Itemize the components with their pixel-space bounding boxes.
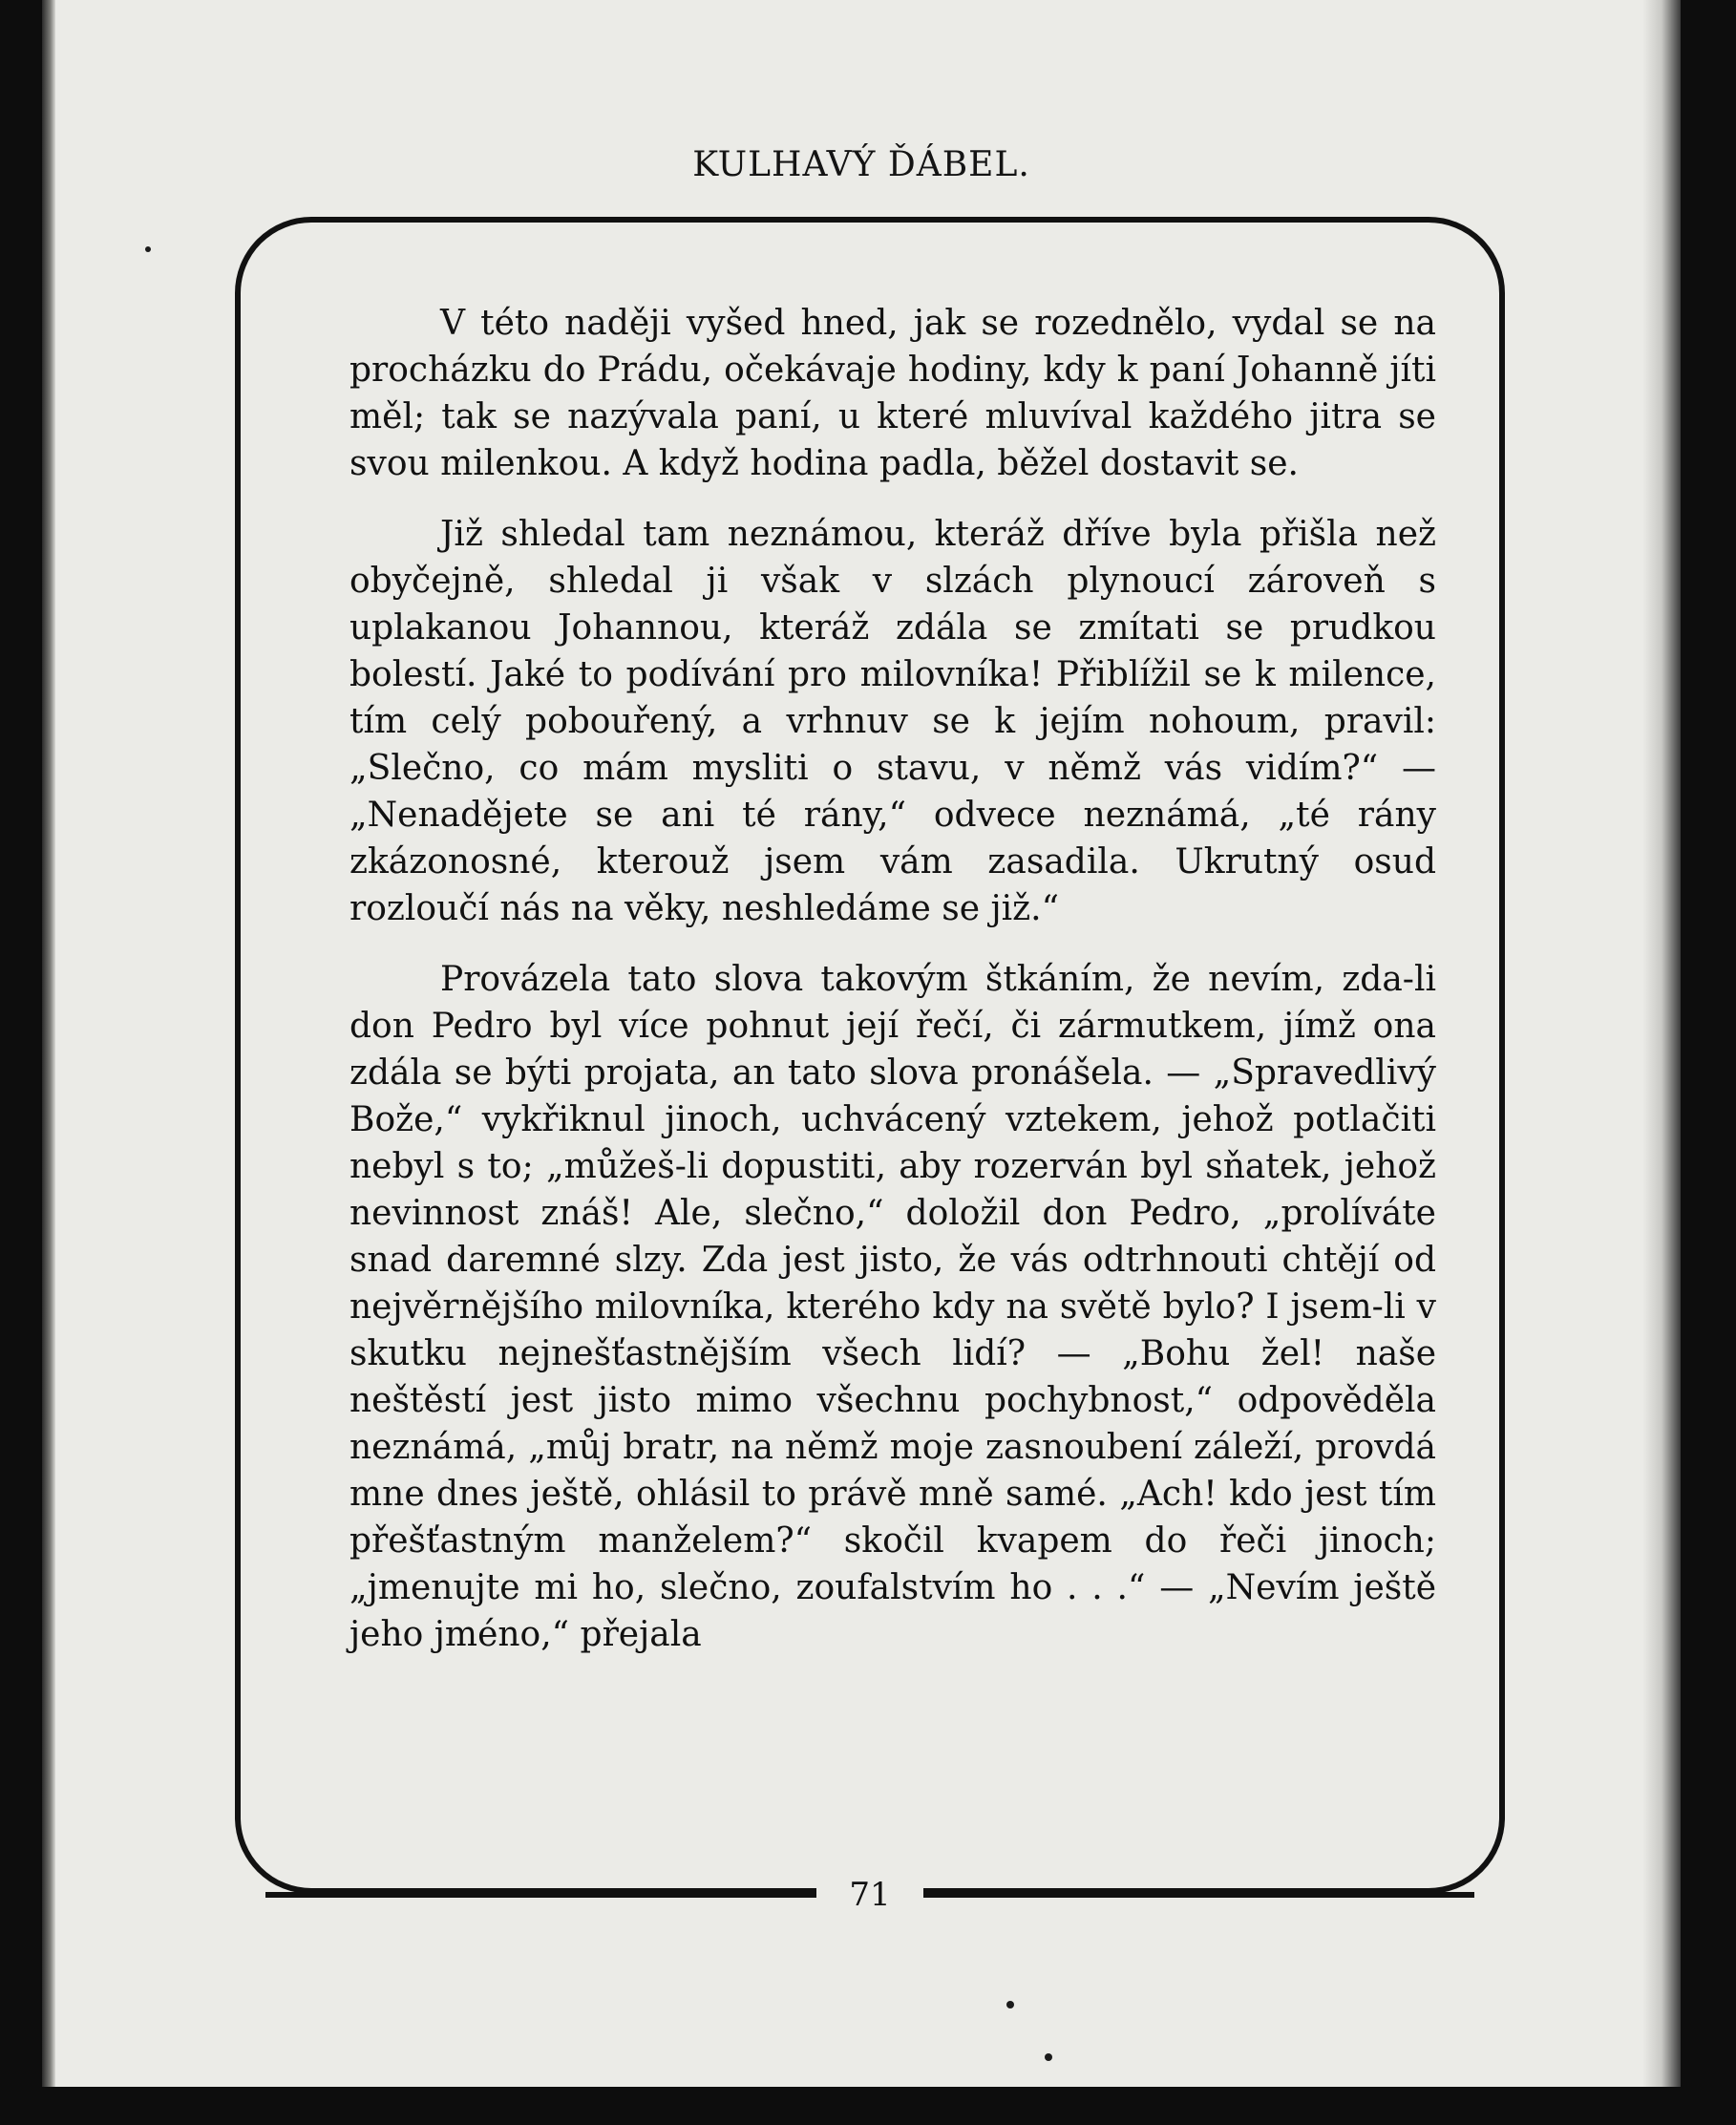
paragraph-1: V této naději vyšed hned, jak se rozednělo, vydal se na procházku do Prádu, očekávaje hodiny, kdy k paní Johanně jíti měl; tak se nazývala paní, u které mluvíval každého jitra se svou milenkou. A když hodina padla, běžel dostavit se.: [349, 304, 1436, 483]
running-head: KULHAVÝ ĎÁBEL.: [692, 145, 1030, 184]
page-edge-shadow: [1642, 0, 1681, 2087]
folio-rule-left: [265, 1892, 816, 1898]
page-spine-shadow: [42, 0, 55, 2087]
ink-speck: [1006, 2001, 1014, 2008]
folio-line: [265, 1870, 1474, 1920]
ink-speck: [145, 246, 151, 252]
paragraph-2: Již shledal tam neznámou, kteráž dříve byla přišla než obyčejně, shledal ji však v slzách plynoucí zároveň s uplakanou Johannou, kteráž zdála se zmítati se prudkou bolestí. Jaké to podívání pro milovníka! Přiblížil se k milence, tím celý pobouřený, a vrhnuv se k jejím nohoum, pravil: „Slečno, co mám mysliti o stavu, v němž vás vidím?“ — „Nenadějete se ani té rány,“ odvece neznámá, „té rány zkázonosné, kterouž jsem vám zasadila. Ukrutný osud rozloučí nás na věky, neshledáme se již.“: [349, 515, 1436, 928]
paragraph-3: Provázela tato slova takovým štkáním, že nevím, zda-li don Pedro byl více pohnut její řečí, či zármutkem, jímž ona zdála se býti projata, an tato slova pronášela. — „Spravedlivý Bože,“ vykřiknul jinoch, uchvácený vztekem, jehož potlačiti nebyl s to; „můžeš-li dopustiti, aby rozerván byl sňatek, jehož nevinnost znáš! Ale, slečno,“ doložil don Pedro, „prolíváte snad daremné slzy. Zda jest jisto, že vás odtrhnouti chtějí od nejvěrnějšího milovníka, kterého kdy na světě bylo? I jsem-li v skutku nejnešťastnějším všech lidí? — „Bohu žel! naše neštěstí jest jisto mimo všechnu pochybnost,“ odpověděla neznámá, „můj bratr, na němž moje zasnoubení záleží, provdá mne dnes ještě, ohlásil to právě mně samé. „Ach! kdo jest tím přešťastným manželem?“ skočil kvapem do řeči jinoch; „jmenujte mi ho, slečno, zoufalstvím ho . . .“ — „Nevím ještě jeho jméno,“ přejala: [349, 960, 1436, 1654]
text-block: [349, 300, 1436, 1682]
book-page: [42, 0, 1681, 2087]
page-number: 71: [816, 1876, 922, 1914]
ink-speck: [1045, 2053, 1052, 2061]
folio-rule-right: [923, 1892, 1474, 1898]
